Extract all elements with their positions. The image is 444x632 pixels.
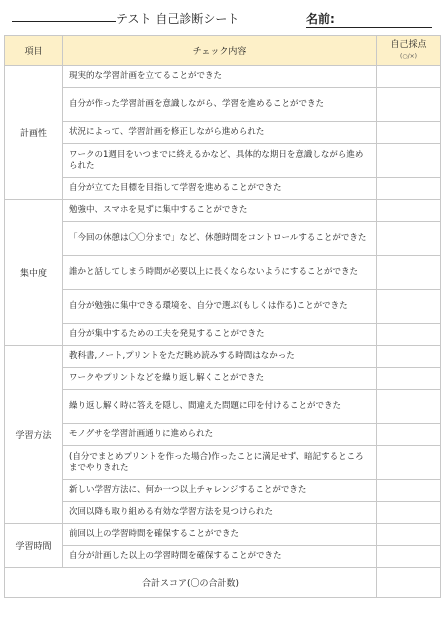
check-item: 現実的な学習計画を立てることができた — [63, 66, 377, 88]
score-cell[interactable] — [377, 290, 441, 324]
check-column-header: チェック内容 — [63, 36, 377, 66]
table-row — [5, 368, 441, 390]
table-row — [5, 256, 441, 290]
score-cell[interactable] — [377, 144, 441, 178]
score-cell[interactable] — [377, 390, 441, 424]
score-cell[interactable] — [377, 524, 441, 546]
sheet-title: テスト 自己診断シート — [116, 12, 240, 26]
check-item: 自分が勉強に集中できる環境を、自分で選ぶ(もしくは作る)ことができた — [63, 290, 377, 324]
score-column-title: 自己採点 — [390, 39, 427, 50]
score-cell[interactable] — [377, 446, 441, 480]
check-item: ワークやプリントなどを繰り返し解くことができた — [63, 368, 377, 390]
score-cell[interactable] — [377, 66, 441, 88]
score-cell[interactable] — [377, 222, 441, 256]
score-cell[interactable] — [377, 346, 441, 368]
check-item: (自分でまとめプリントを作った場合)作ったことに満足せず、暗記するところまでやりきれた — [63, 446, 377, 480]
check-item: 誰かと話してしまう時間が必要以上に長くならないようにすることができた — [63, 256, 377, 290]
category-method: 学習方法 — [5, 346, 63, 524]
table-row — [5, 480, 441, 502]
check-item: 繰り返し解く時に答えを隠し、間違えた問題に印を付けることができた — [63, 390, 377, 424]
total-score-label: 合計スコア(〇の合計数) — [5, 568, 377, 598]
score-cell[interactable] — [377, 200, 441, 222]
table-row — [5, 546, 441, 568]
table-row — [5, 122, 441, 144]
table-row — [5, 524, 441, 546]
title-underline — [12, 21, 116, 22]
table-row — [5, 446, 441, 480]
score-cell[interactable] — [377, 256, 441, 290]
score-cell[interactable] — [377, 546, 441, 568]
check-item: 前回以上の学習時間を確保することができた — [63, 524, 377, 546]
score-cell[interactable] — [377, 178, 441, 200]
score-column-header — [377, 36, 441, 66]
table-row — [5, 290, 441, 324]
score-cell[interactable] — [377, 368, 441, 390]
category-focus: 集中度 — [5, 200, 63, 346]
score-cell[interactable] — [377, 480, 441, 502]
table-row — [5, 66, 441, 88]
name-input-line[interactable] — [306, 27, 432, 28]
table-row — [5, 200, 441, 222]
check-item: 新しい学習方法に、何か一つ以上チャレンジすることができた — [63, 480, 377, 502]
self-check-table — [4, 35, 441, 598]
score-cell[interactable] — [377, 122, 441, 144]
check-item: 自分が作った学習計画を意識しながら、学習を進めることができた — [63, 88, 377, 122]
check-item: 自分が集中するための工夫を発見することができた — [63, 324, 377, 346]
check-item: 自分が立てた目標を目指して学習を進めることができた — [63, 178, 377, 200]
table-body — [5, 66, 441, 598]
check-item: モノグサを学習計画通りに進められた — [63, 424, 377, 446]
table-row — [5, 324, 441, 346]
table-row — [5, 222, 441, 256]
table-header-row — [5, 36, 441, 66]
name-label: 名前: — [306, 12, 335, 26]
check-item: 勉強中、スマホを見ずに集中することができた — [63, 200, 377, 222]
score-cell[interactable] — [377, 324, 441, 346]
category-column-header: 項目 — [5, 36, 63, 66]
check-item: 教科書,ノート,プリントをただ眺め読みする時間はなかった — [63, 346, 377, 368]
score-cell[interactable] — [377, 502, 441, 524]
total-row — [5, 568, 441, 598]
score-column-subtitle: (○/×) — [400, 52, 417, 60]
check-item: 状況によって、学習計画を修正しながら進められた — [63, 122, 377, 144]
table-row — [5, 144, 441, 178]
table-row — [5, 346, 441, 368]
sheet-header — [8, 8, 436, 30]
category-planning: 計画性 — [5, 66, 63, 200]
check-item: 自分が計画した以上の学習時間を確保することができた — [63, 546, 377, 568]
check-item: ワークの1週目をいつまでに終えるかなど、具体的な期日を意識しながら進められた — [63, 144, 377, 178]
category-time: 学習時間 — [5, 524, 63, 568]
table-row — [5, 424, 441, 446]
table-row — [5, 502, 441, 524]
table-row — [5, 178, 441, 200]
table-row — [5, 88, 441, 122]
check-item: 次回以降も取り組める有効な学習方法を見つけられた — [63, 502, 377, 524]
score-cell[interactable] — [377, 88, 441, 122]
score-cell[interactable] — [377, 424, 441, 446]
total-score-cell[interactable] — [377, 568, 441, 598]
table-row — [5, 390, 441, 424]
check-item: 「今回の休憩は〇〇分まで」など、休憩時間をコントロールすることができた — [63, 222, 377, 256]
